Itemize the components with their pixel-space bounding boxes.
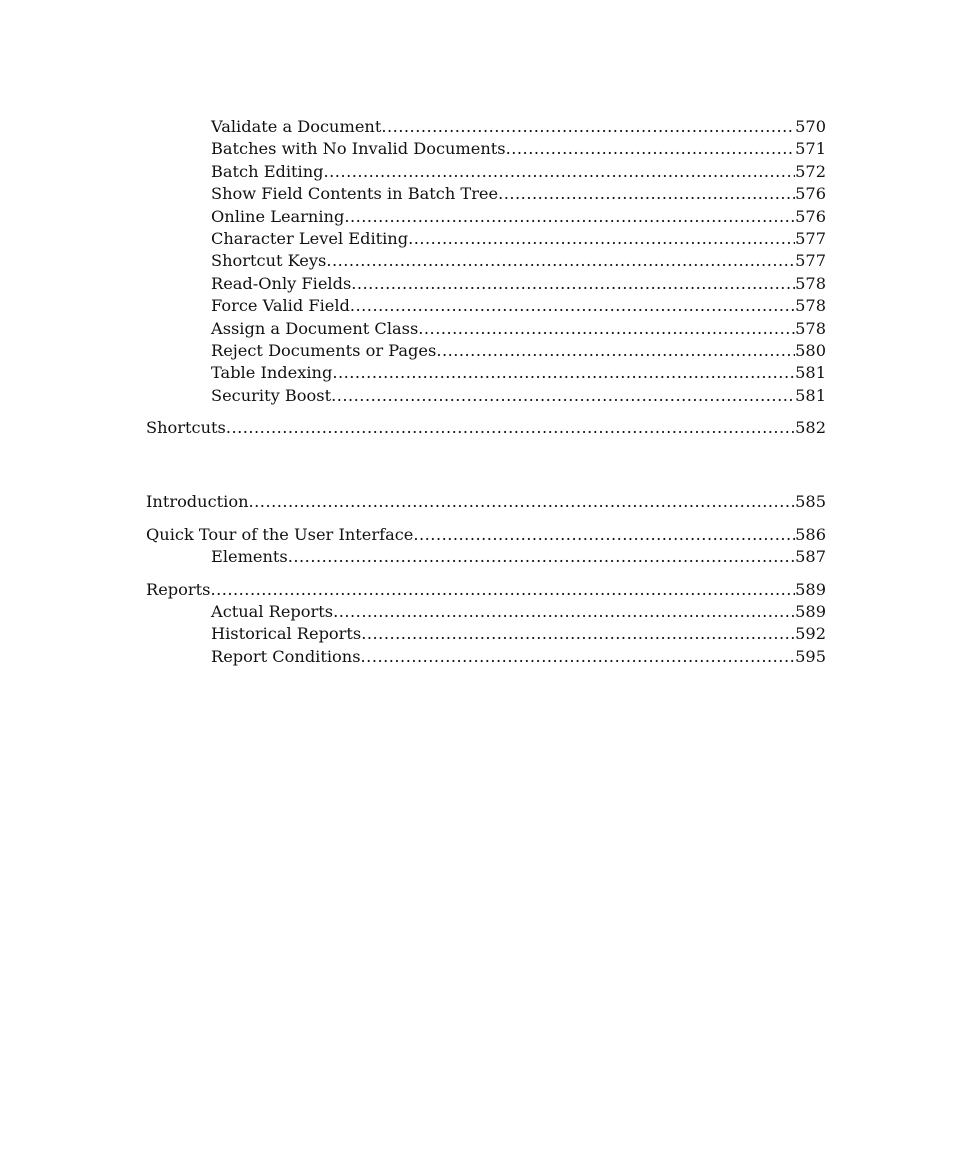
toc-entry-page: 578 <box>795 318 826 338</box>
toc-entry-page: 578 <box>795 296 826 316</box>
dot-leader <box>498 183 795 205</box>
toc-entry-page: 592 <box>795 624 826 644</box>
toc-entry-title: Force Valid Field <box>211 296 350 316</box>
spacer <box>146 407 826 417</box>
toc-entry-character-level-editing[interactable] <box>146 228 826 250</box>
toc-entry-report-conditions[interactable] <box>146 646 826 668</box>
toc-entry-page: 577 <box>795 251 826 271</box>
toc-entry-title: Batches with No Invalid Documents <box>211 139 506 159</box>
toc-entry-page: 577 <box>795 228 826 248</box>
toc-entry-title: Batch Editing <box>211 161 324 181</box>
toc-entry-title: Table Indexing <box>211 363 333 383</box>
toc-entry-page: 581 <box>795 363 826 383</box>
toc-entry-title: Show Field Contents in Batch Tree <box>211 184 499 204</box>
toc-entry-page: 586 <box>795 524 826 544</box>
toc-entry-page: 578 <box>795 273 826 293</box>
toc-entry-page: 589 <box>795 579 826 599</box>
toc-entry-batches-no-invalid[interactable] <box>146 138 826 160</box>
toc-entry-page: 595 <box>795 646 826 666</box>
toc-entry-title: Report Conditions <box>211 646 361 666</box>
toc-entry-title: Elements <box>211 547 288 567</box>
toc-entry-page: 576 <box>795 206 826 226</box>
dot-leader <box>326 250 795 272</box>
toc-entry-force-valid-field[interactable] <box>146 295 826 317</box>
toc-entry-quick-tour[interactable] <box>146 524 826 546</box>
toc-entry-title: Shortcuts <box>146 418 226 438</box>
toc-entry-title: Online Learning <box>211 206 345 226</box>
toc-entry-title: Reject Documents or Pages <box>211 340 437 360</box>
dot-leader <box>333 601 795 623</box>
toc-entry-title: Shortcut Keys <box>211 251 327 271</box>
dot-leader <box>288 546 795 568</box>
toc-entry-title: Actual Reports <box>211 602 334 622</box>
toc-entry-validate-a-document[interactable] <box>146 116 826 138</box>
dot-leader <box>361 646 796 668</box>
toc-entry-page: 585 <box>795 492 826 512</box>
dot-leader <box>418 318 795 340</box>
spacer <box>146 514 826 524</box>
dot-leader <box>332 362 795 384</box>
toc-entry-reports[interactable] <box>146 579 826 601</box>
toc-entry-page: 572 <box>795 161 826 181</box>
toc-entry-title: Introduction <box>146 492 249 512</box>
toc-entry-page: 571 <box>795 139 826 159</box>
toc-entry-title: Read-Only Fields <box>211 273 352 293</box>
toc-entry-table-indexing[interactable] <box>146 362 826 384</box>
dot-leader <box>506 138 795 160</box>
toc-entry-show-field-contents[interactable] <box>146 183 826 205</box>
toc-entry-title: Historical Reports <box>211 624 362 644</box>
toc-entry-elements[interactable] <box>146 546 826 568</box>
dot-leader <box>408 228 795 250</box>
dot-leader <box>361 623 795 645</box>
dot-leader <box>351 273 795 295</box>
dot-leader <box>413 524 795 546</box>
toc-entry-title: Validate a Document <box>211 117 382 136</box>
dot-leader <box>381 116 795 138</box>
toc-entry-page: 589 <box>795 602 826 622</box>
dot-leader <box>436 340 795 362</box>
toc-entry-page: 576 <box>795 184 826 204</box>
dot-leader <box>344 206 795 228</box>
toc-entry-page: 587 <box>795 547 826 567</box>
dot-leader <box>350 295 795 317</box>
toc-entry-shortcut-keys[interactable] <box>146 250 826 272</box>
toc-entry-shortcuts[interactable] <box>146 417 826 439</box>
toc-entry-title: Reports <box>146 579 211 599</box>
toc-entry-security-boost[interactable] <box>146 385 826 407</box>
dot-leader <box>226 417 795 439</box>
dot-leader <box>331 385 795 407</box>
toc-entry-read-only-fields[interactable] <box>146 273 826 295</box>
toc-entry-page: 580 <box>795 340 826 360</box>
toc-entry-title: Quick Tour of the User Interface <box>146 524 414 544</box>
toc-entry-title: Character Level Editing <box>211 228 409 248</box>
spacer <box>146 569 826 579</box>
toc-entry-title: Security Boost <box>211 385 332 405</box>
dot-leader <box>249 491 796 513</box>
toc-entry-batch-editing[interactable] <box>146 161 826 183</box>
dot-leader <box>324 161 796 183</box>
spacer <box>146 439 826 491</box>
toc-entry-historical-reports[interactable] <box>146 623 826 645</box>
toc-entry-actual-reports[interactable] <box>146 601 826 623</box>
dot-leader <box>210 579 795 601</box>
toc-entry-page: 582 <box>795 418 826 438</box>
toc-entry-page: 581 <box>795 385 826 405</box>
table-of-contents <box>146 116 826 668</box>
toc-entry-introduction[interactable] <box>146 491 826 513</box>
toc-entry-online-learning[interactable] <box>146 206 826 228</box>
toc-entry-reject-documents[interactable] <box>146 340 826 362</box>
toc-entry-page: 570 <box>795 117 826 136</box>
toc-entry-title: Assign a Document Class <box>211 318 419 338</box>
toc-entry-assign-document-class[interactable] <box>146 318 826 340</box>
